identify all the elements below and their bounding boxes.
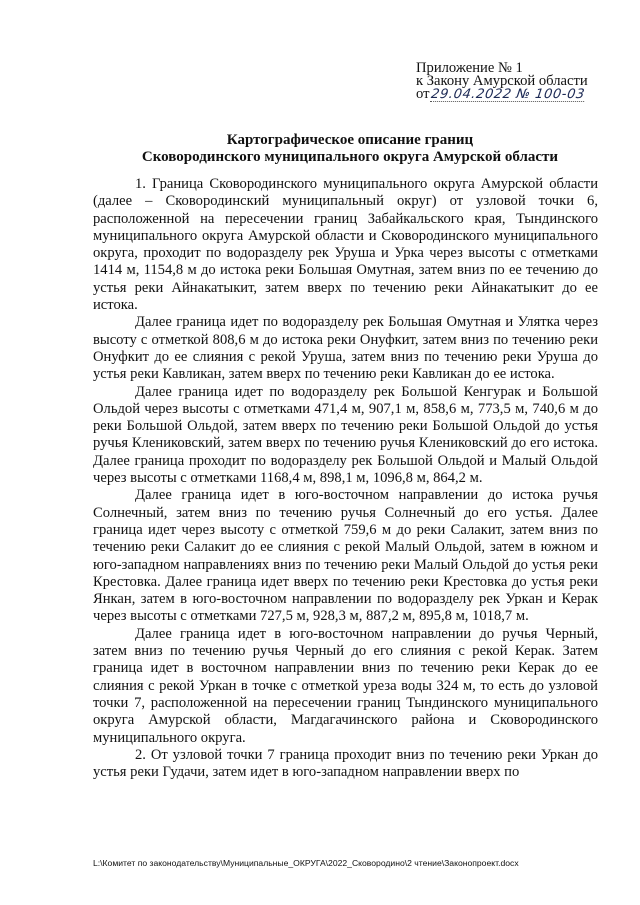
paragraph: Далее граница идет в юго-восточном направлении до истока ручья Солнечный, затем вниз по течению ручья Солнечный до его устья. Далее граница идет через высоту с отметкой 759,6 м до реки Салакит, затем вниз по течению реки Салакит до ее слияния с рекой Малый Ольдой, затем в южном и юго-западном направлениях вниз по течению реки Малый Ольдой до устья реки Крестовка. Далее граница идет вверх по течению реки Крестовка до устья реки Янкан, затем в юго-восточном направлении по водоразделу рек Уркан и Керак через высоты с отметками 727,5 м, 928,3 м, 887,2 м, 895,8 м, 1018,7 м. <box>93 487 598 625</box>
paragraph: Далее граница идет в юго-восточном направлении до ручья Черный, затем вниз по течению ручья Черный до его слияния с рекой Керак. Затем граница идет в восточном направлении вниз по течению реки Керак до ее слияния с рекой Уркан в точке с отметкой уреза воды 324 м, то есть до узловой точки 7, расположенной на пересечении границ Тындинского муниципального округа Амурской области, Магдагачинского района и Сковородинского муниципального округа. <box>93 625 598 746</box>
appendix-number: Приложение № 1 <box>416 60 523 76</box>
appendix-date-line <box>416 88 588 102</box>
document-title <box>60 132 640 166</box>
title-line-2: Сковородинского муниципального округа Амурской области <box>141 149 559 165</box>
title-line-1: Картографическое описание границ <box>226 132 474 148</box>
paragraph: Далее граница идет по водоразделу рек Большой Кенгурак и Большой Ольдой через высоты с отметками 471,4 м, 907,1 м, 858,6 м, 773,5 м, 740,6 м до реки Большой Ольдой, затем вверх по течению реки Большой Ольдой до устья ручья Клениковский, затем вверх по течению ручья Клениковский до его истока. Далее граница проходит по водоразделу рек Большой Ольдой и Малый Ольдой через высоты с отметками 1168,4 м, 898,1 м, 1096,8 м, 864,2 м. <box>93 383 598 487</box>
document-body <box>93 176 598 781</box>
appendix-date-prefix: от <box>416 86 430 102</box>
handwritten-date-number: 29.04.2022 № 100-03 <box>430 87 587 102</box>
appendix-law: к Закону Амурской области <box>416 73 588 89</box>
footer-file-path: L:\Комитет по законодательству\Муниципальные_ОКРУГА\2022_Сковородино\2 чтение\Законопроект.docx <box>93 858 519 868</box>
paragraph: 1. Граница Сковородинского муниципального округа Амурской области (далее – Сковородинский муниципальный округ) от узловой точки 6, расположенной на пересечении границ Забайкальского края, Тындинского муниципального округа Амурской области и Сковородинского муниципального округа, проходит по водоразделу рек Уруша и Урка через высоты с отметками 1414 м, 1154,8 м до истока реки Большая Омутная, затем вниз по ее течению до устья реки Айнакатыкит, затем вверх по течению реки Айнакатыкит до ее истока. <box>93 176 598 314</box>
paragraph: Далее граница идет по водоразделу рек Большая Омутная и Улятка через высоту с отметкой 808,6 м до истока реки Онуфкит, затем вниз по течению реки Онуфкит до ее слияния с рекой Уруша, затем вниз по течению реки Уруша до устья реки Кавликан, затем вверх по течению реки Кавликан до ее истока. <box>93 314 598 383</box>
paragraph: 2. От узловой точки 7 граница проходит вниз по течению реки Уркан до устья реки Гудачи, затем идет в юго-западном направлении вверх по <box>93 746 598 781</box>
appendix-header <box>416 62 588 102</box>
